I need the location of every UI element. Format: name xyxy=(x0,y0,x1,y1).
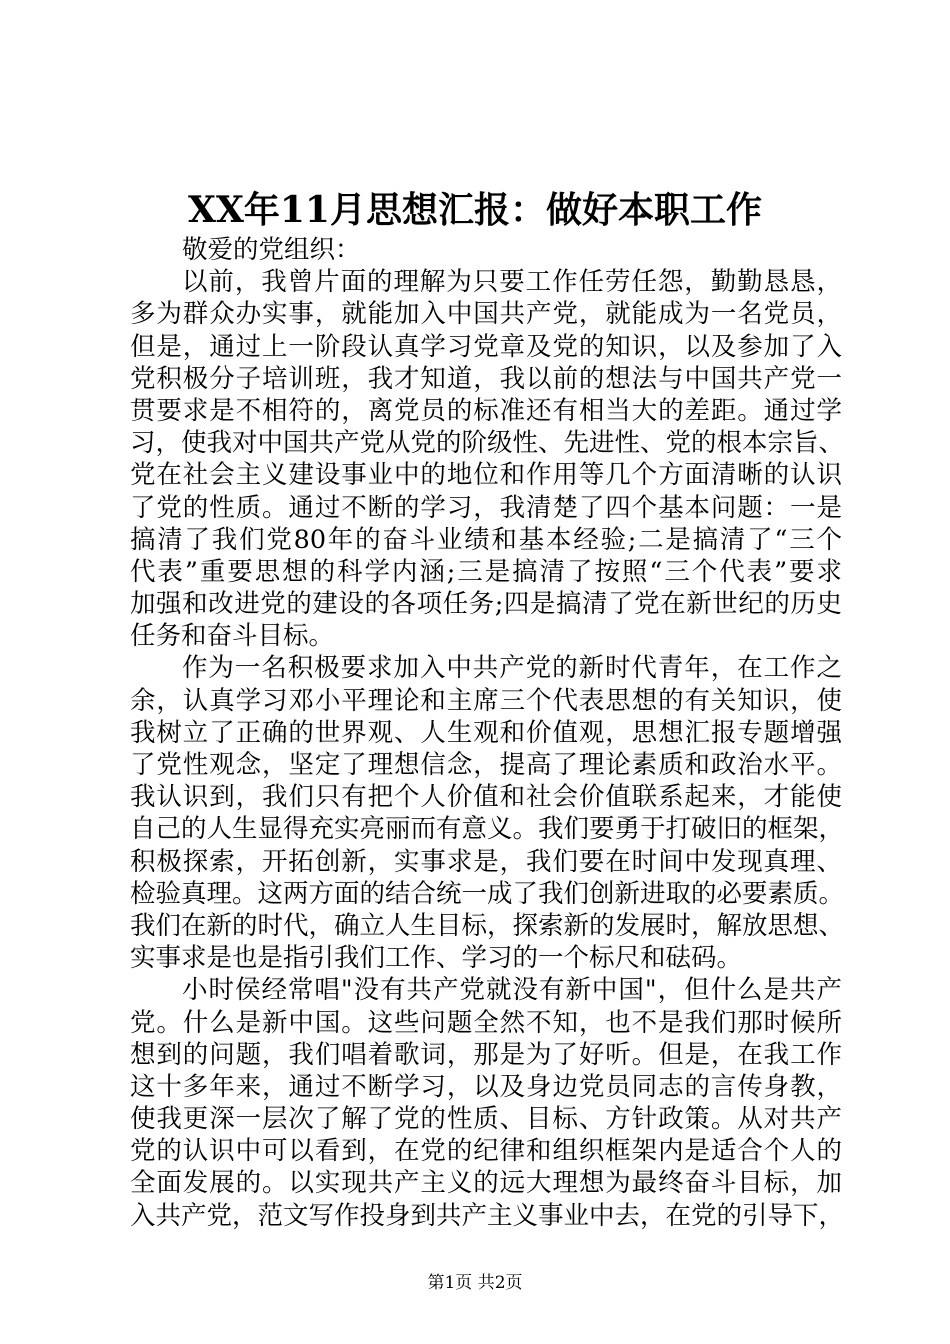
paragraph-line: 小时侯经常唱"没有共产党就没有新中国"，但什么是共产 xyxy=(182,975,842,1006)
paragraph-line: 全面发展的。以实现共产主义的远大理想为最终奋斗目标，加 xyxy=(130,1168,842,1199)
paragraph-line: 实事求是也是指引我们工作、学习的一个标尺和砝码。 xyxy=(130,943,743,974)
paragraph-line: 习，使我对中国共产党从党的阶级性、先进性、党的根本宗旨、 xyxy=(130,428,845,459)
paragraph-line: 使我更深一层次了解了党的性质、目标、方针政策。从对共产 xyxy=(130,1104,842,1135)
paragraph-line: 作为一名积极要求加入中共产党的新时代青年，在工作之 xyxy=(182,653,842,684)
paragraph-line: 代表”重要思想的科学内涵;三是搞清了按照“三个代表”要求 xyxy=(130,556,842,587)
paragraph-line: 积极探索，开拓创新，实事求是，我们要在时间中发现真理、 xyxy=(130,846,842,877)
paragraph-line: 我树立了正确的世界观、人生观和价值观，思想汇报专题增强 xyxy=(130,717,842,748)
paragraph-line: 党积极分子培训班，我才知道，我以前的想法与中国共产党一 xyxy=(130,363,842,394)
paragraph-line: 搞清了我们党80年的奋斗业绩和基本经验;二是搞清了“三个 xyxy=(130,524,842,555)
paragraph-line: 自己的人生显得充实亮丽而有意义。我们要勇于打破旧的框架， xyxy=(130,814,845,845)
paragraph-line: 多为群众办实事，就能加入中国共产党，就能成为一名党员， xyxy=(130,299,842,330)
paragraph-line: 检验真理。这两方面的结合统一成了我们创新进取的必要素质。 xyxy=(130,878,845,909)
paragraph-line: 贯要求是不相符的，离党员的标准还有相当大的差距。通过学 xyxy=(130,395,842,426)
paragraph-line: 但是，通过上一阶段认真学习党章及党的知识，以及参加了入 xyxy=(130,331,842,362)
paragraph-line: 余，认真学习邓小平理论和主席三个代表思想的有关知识，使 xyxy=(130,685,842,716)
document-title: XX年11月思想汇报：做好本职工作 xyxy=(188,189,762,231)
paragraph-line: 党的认识中可以看到，在党的纪律和组织框架内是适合个人的 xyxy=(130,1136,842,1167)
paragraph-line: 我认识到，我们只有把个人价值和社会价值联系起来，才能使 xyxy=(130,782,842,813)
paragraphs xyxy=(130,266,845,1232)
document-body xyxy=(130,234,845,1232)
paragraph-line: 党。什么是新中国。这些问题全然不知，也不是我们那时候所 xyxy=(130,1007,842,1038)
paragraph xyxy=(130,266,845,652)
paragraph-line: 入共产党，范文写作投身到共产主义事业中去，在党的引导下， xyxy=(130,1200,845,1231)
paragraph-line: 了党性观念，坚定了理想信念，提高了理论素质和政治水平。 xyxy=(130,750,842,780)
paragraph-line: 任务和奋斗目标。 xyxy=(130,621,335,652)
salutation: 敬爱的党组织： xyxy=(182,235,361,265)
page-number: 第1页 共2页 xyxy=(427,1273,523,1293)
paragraph-line: 加强和改进党的建设的各项任务;四是搞清了党在新世纪的历史 xyxy=(130,589,842,620)
paragraph-line: 党在社会主义建设事业中的地位和作用等几个方面清晰的认识 xyxy=(130,460,842,491)
paragraph xyxy=(130,974,845,1232)
paragraph-line: 这十多年来，通过不断学习，以及身边党员同志的言传身教， xyxy=(130,1071,842,1102)
paragraph-line: 我们在新的时代，确立人生目标，探索新的发展时，解放思想、 xyxy=(130,910,845,941)
paragraph-line: 想到的问题，我们唱着歌词，那是为了好听。但是，在我工作 xyxy=(130,1039,842,1070)
paragraph-line: 了党的性质。通过不断的学习，我清楚了四个基本问题：一是 xyxy=(130,492,842,523)
paragraph-line: 以前，我曾片面的理解为只要工作任劳任怨，勤勤恳恳， xyxy=(182,267,842,298)
paragraph xyxy=(130,652,845,974)
